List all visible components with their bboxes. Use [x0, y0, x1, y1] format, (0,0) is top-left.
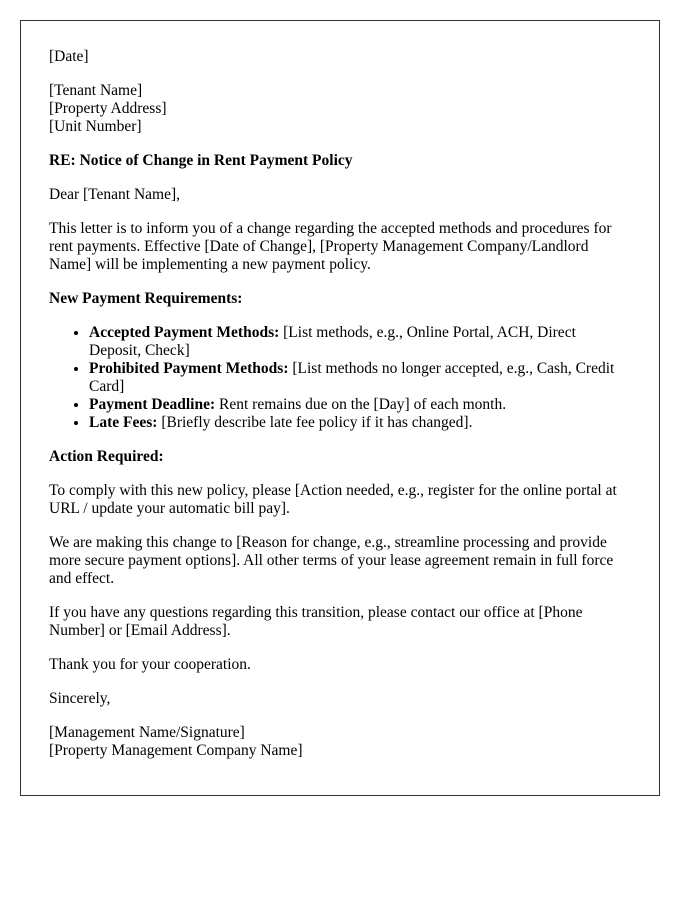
- thanks-line: Thank you for your cooperation.: [49, 656, 251, 673]
- requirement-text: [Briefly describe late fee policy if it has changed].: [157, 414, 473, 431]
- requirement-label: Late Fees:: [89, 414, 158, 431]
- requirement-text: [List methods no longer accepted, e.g., Cash, Credit Card]: [89, 360, 615, 395]
- requirement-item-payment-deadline: [89, 396, 631, 414]
- action-heading: Action Required:: [49, 448, 164, 465]
- signature-block: [49, 724, 631, 760]
- salutation: Dear [Tenant Name],: [49, 186, 181, 203]
- requirement-item-prohibited-methods: [89, 360, 631, 396]
- requirement-item-late-fees: [89, 414, 631, 432]
- reason-paragraph: We are making this change to [Reason for change, e.g., streamline processing and provide more secure payment options]. All other terms of your lease agreement remain in full force and effect.: [49, 534, 614, 587]
- requirement-text: [List methods, e.g., Online Portal, ACH, Direct Deposit, Check]: [89, 324, 576, 359]
- recipient-name: [Tenant Name]: [49, 82, 143, 99]
- letter-date: [Date]: [49, 48, 89, 65]
- recipient-block: [49, 82, 631, 136]
- requirement-label: Prohibited Payment Methods:: [89, 360, 289, 377]
- contact-paragraph: If you have any questions regarding this transition, please contact our office at [Phone Number] or [Email Address].: [49, 604, 583, 639]
- requirement-text: Rent remains due on the [Day] of each month.: [215, 396, 507, 413]
- requirement-label: Accepted Payment Methods:: [89, 324, 280, 341]
- signature-name: [Management Name/Signature]: [49, 724, 245, 741]
- letter-document: [20, 20, 660, 796]
- recipient-address: [Property Address]: [49, 100, 167, 117]
- signature-company: [Property Management Company Name]: [49, 742, 303, 759]
- action-paragraph: To comply with this new policy, please [Action needed, e.g., register for the online portal at URL / update your automatic bill pay].: [49, 482, 617, 517]
- requirement-label: Payment Deadline:: [89, 396, 216, 413]
- intro-paragraph: This letter is to inform you of a change regarding the accepted methods and procedures for rent payments. Effective [Date of Change], [Property Management Company/Landlord Name] will be implementing a new payment policy.: [49, 220, 612, 273]
- requirement-item-accepted-methods: [89, 324, 631, 360]
- letter-subject: RE: Notice of Change in Rent Payment Policy: [49, 152, 353, 169]
- recipient-unit: [Unit Number]: [49, 118, 142, 135]
- requirements-heading: New Payment Requirements:: [49, 290, 243, 307]
- requirements-list: [49, 324, 631, 432]
- closing-line: Sincerely,: [49, 690, 111, 707]
